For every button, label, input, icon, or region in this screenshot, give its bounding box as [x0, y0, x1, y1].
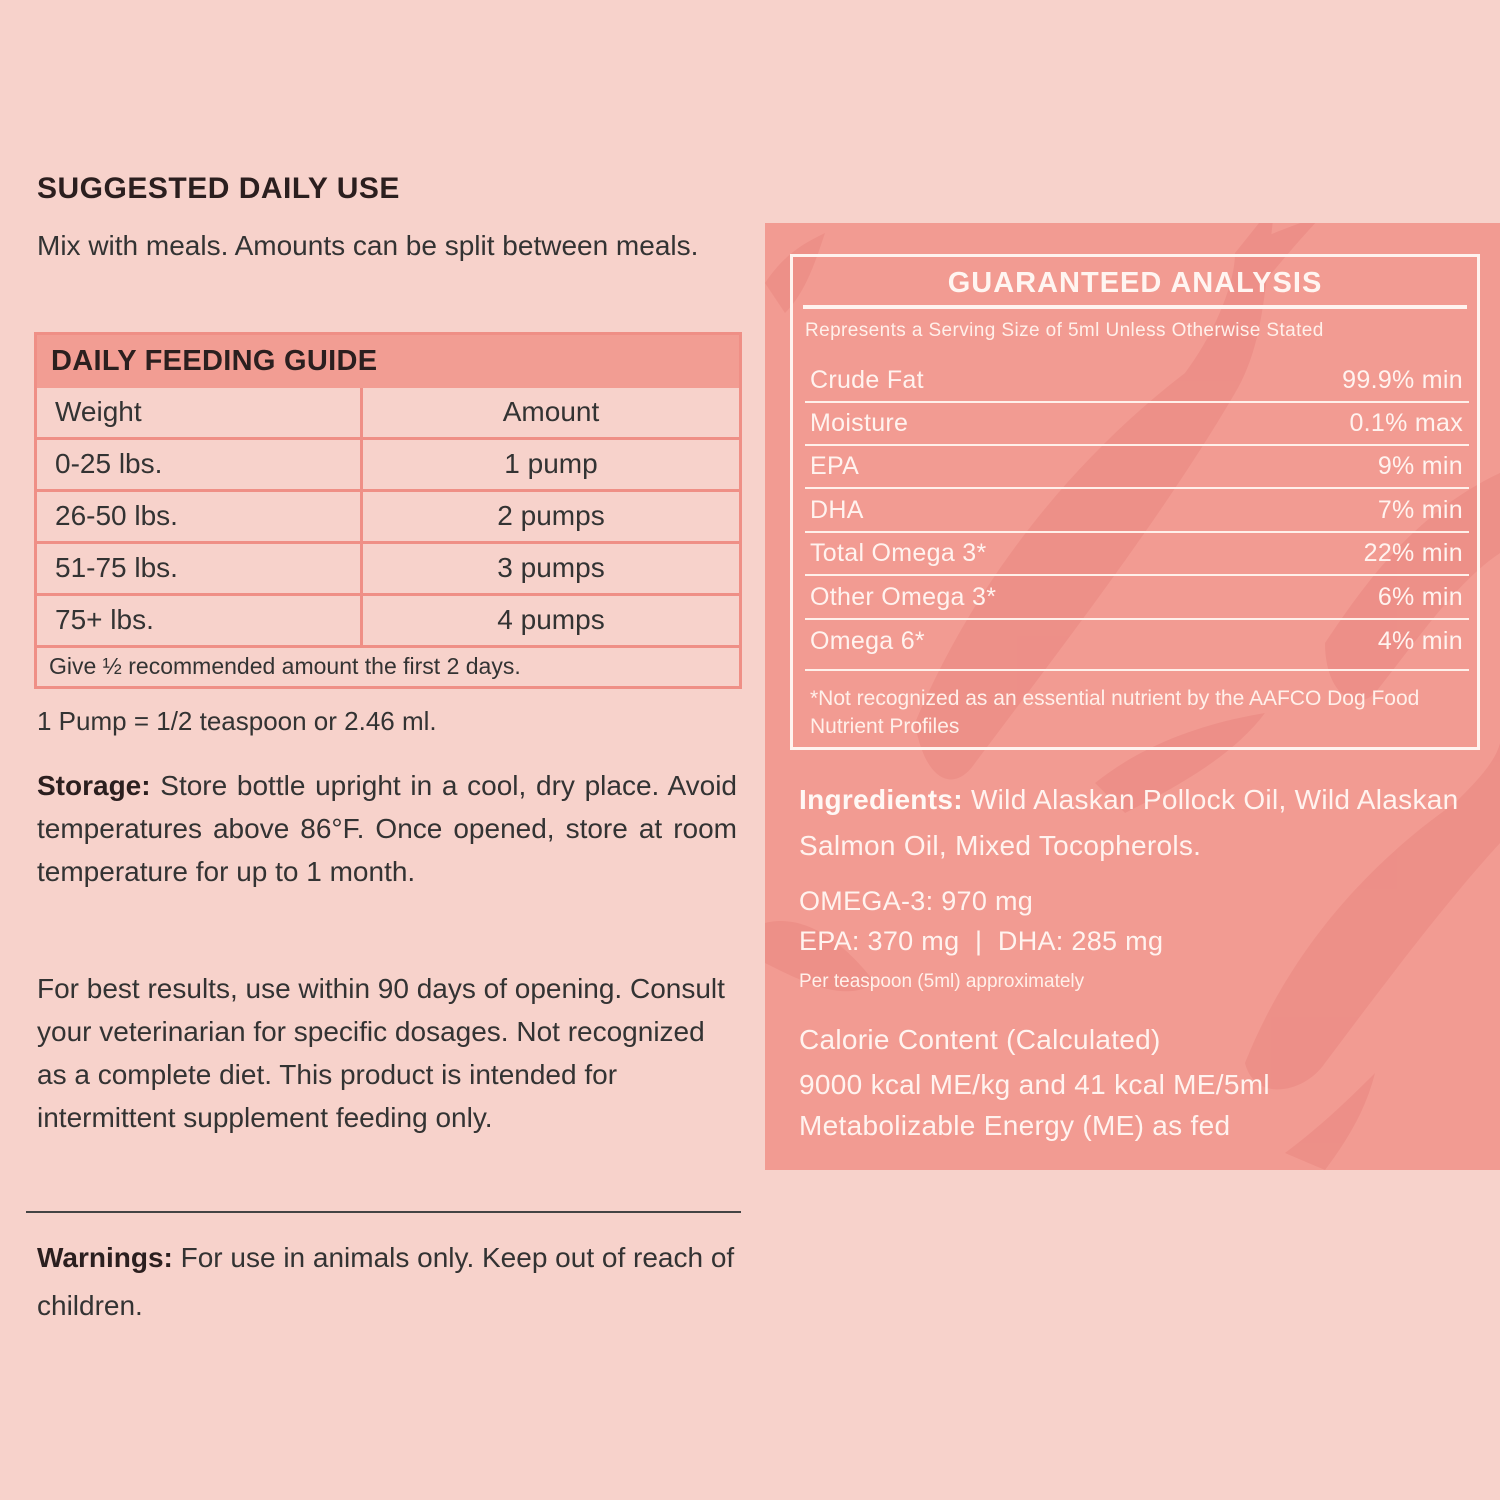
nutrient-name: DHA [810, 496, 864, 524]
table-header-row [37, 388, 739, 440]
warnings-text: For use in animals only. Keep out of reach of children. [37, 1242, 735, 1321]
daily-feeding-guide-table [34, 332, 742, 689]
nutrient-value: 7% min [1377, 496, 1463, 524]
calorie-values: 9000 kcal ME/kg and 41 kcal ME/5ml [799, 1069, 1270, 1100]
nutrient-name: Moisture [810, 409, 909, 437]
guaranteed-analysis-box [790, 254, 1480, 750]
analysis-row [805, 446, 1469, 489]
omega3-amount: OMEGA-3: 970 mg [799, 886, 1034, 916]
analysis-row [805, 577, 1469, 620]
ingredients-text: Wild Alaskan Pollock Oil, Wild Alaskan Salmon Oil, Mixed Tocopherols. [799, 784, 1459, 861]
amount-cell: 4 pumps [497, 604, 605, 635]
warnings-label: Warnings: [37, 1242, 173, 1273]
aafco-footnote: *Not recognized as an essential nutrient by the AAFCO Dog Food Nutrient Profiles [810, 687, 1420, 738]
weight-cell: 51-75 lbs. [55, 552, 178, 583]
table-row [37, 544, 739, 596]
amount-cell: 3 pumps [497, 552, 605, 583]
storage-paragraph [37, 764, 737, 893]
warnings-paragraph [37, 1234, 737, 1330]
ingredients-label: Ingredients: [799, 784, 963, 815]
analysis-row [805, 490, 1469, 533]
analysis-row [805, 403, 1469, 446]
table-row [37, 440, 739, 492]
nutrient-value: 99.9% min [1342, 366, 1463, 394]
analysis-title: GUARANTEED ANALYSIS [947, 267, 1323, 299]
calorie-basis: Metabolizable Energy (ME) as fed [799, 1110, 1231, 1141]
analysis-subtitle: Represents a Serving Size of 5ml Unless Otherwise Stated [805, 320, 1324, 341]
nutrient-name: EPA [810, 452, 860, 480]
feeding-guide-note: Give ½ recommended amount the first 2 days. [49, 653, 521, 679]
calorie-content-title: Calorie Content (Calculated) [799, 1024, 1161, 1055]
storage-text: Store bottle upright in a cool, dry place. Avoid temperatures above 86°F. Once opened, store at room temperature for up to 1 month. [37, 770, 737, 887]
amount-cell: 1 pump [504, 448, 598, 479]
analysis-panel [765, 223, 1500, 1170]
nutrient-value: 4% min [1377, 627, 1463, 655]
weight-cell: 0-25 lbs. [55, 448, 163, 479]
pump-info: 1 Pump = 1/2 teaspoon or 2.46 ml. [37, 706, 437, 736]
analysis-row [805, 621, 1469, 671]
per-teaspoon-note: Per teaspoon (5ml) approximately [799, 971, 1085, 992]
nutrient-value: 6% min [1377, 583, 1463, 611]
suggested-intro: Mix with meals. Amounts can be split between meals. [37, 230, 699, 261]
table-row [37, 492, 739, 544]
analysis-row [805, 533, 1469, 576]
analysis-row [805, 360, 1469, 403]
divider [26, 1211, 741, 1213]
nutrient-value: 22% min [1363, 539, 1463, 567]
nutrient-value: 0.1% max [1349, 409, 1463, 437]
ingredients-paragraph [799, 777, 1469, 869]
epa-dha-amount: EPA: 370 mg | DHA: 285 mg [799, 926, 1164, 956]
nutrient-name: Total Omega 3* [810, 539, 987, 567]
amount-column-header: Amount [502, 396, 600, 427]
feeding-guide-title: DAILY FEEDING GUIDE [51, 345, 378, 377]
nutrient-name: Omega 6* [810, 627, 925, 655]
weight-cell: 26-50 lbs. [55, 500, 178, 531]
feeding-guide-header [37, 335, 739, 388]
table-row [37, 596, 739, 648]
nutrient-name: Crude Fat [810, 366, 924, 394]
best-results-paragraph: For best results, use within 90 days of opening. Consult your veterinarian for specific dosages. Not recognized as a complete diet. This product is intended for intermittent supplement feeding only. [37, 973, 725, 1133]
amount-cell: 2 pumps [497, 500, 605, 531]
weight-column-header: Weight [55, 396, 142, 427]
weight-cell: 75+ lbs. [55, 604, 154, 635]
suggested-daily-use-title: SUGGESTED DAILY USE [37, 172, 400, 205]
nutrient-name: Other Omega 3* [810, 583, 997, 611]
storage-label: Storage: [37, 770, 151, 801]
nutrient-value: 9% min [1377, 452, 1463, 480]
analysis-title-rule [803, 305, 1467, 309]
